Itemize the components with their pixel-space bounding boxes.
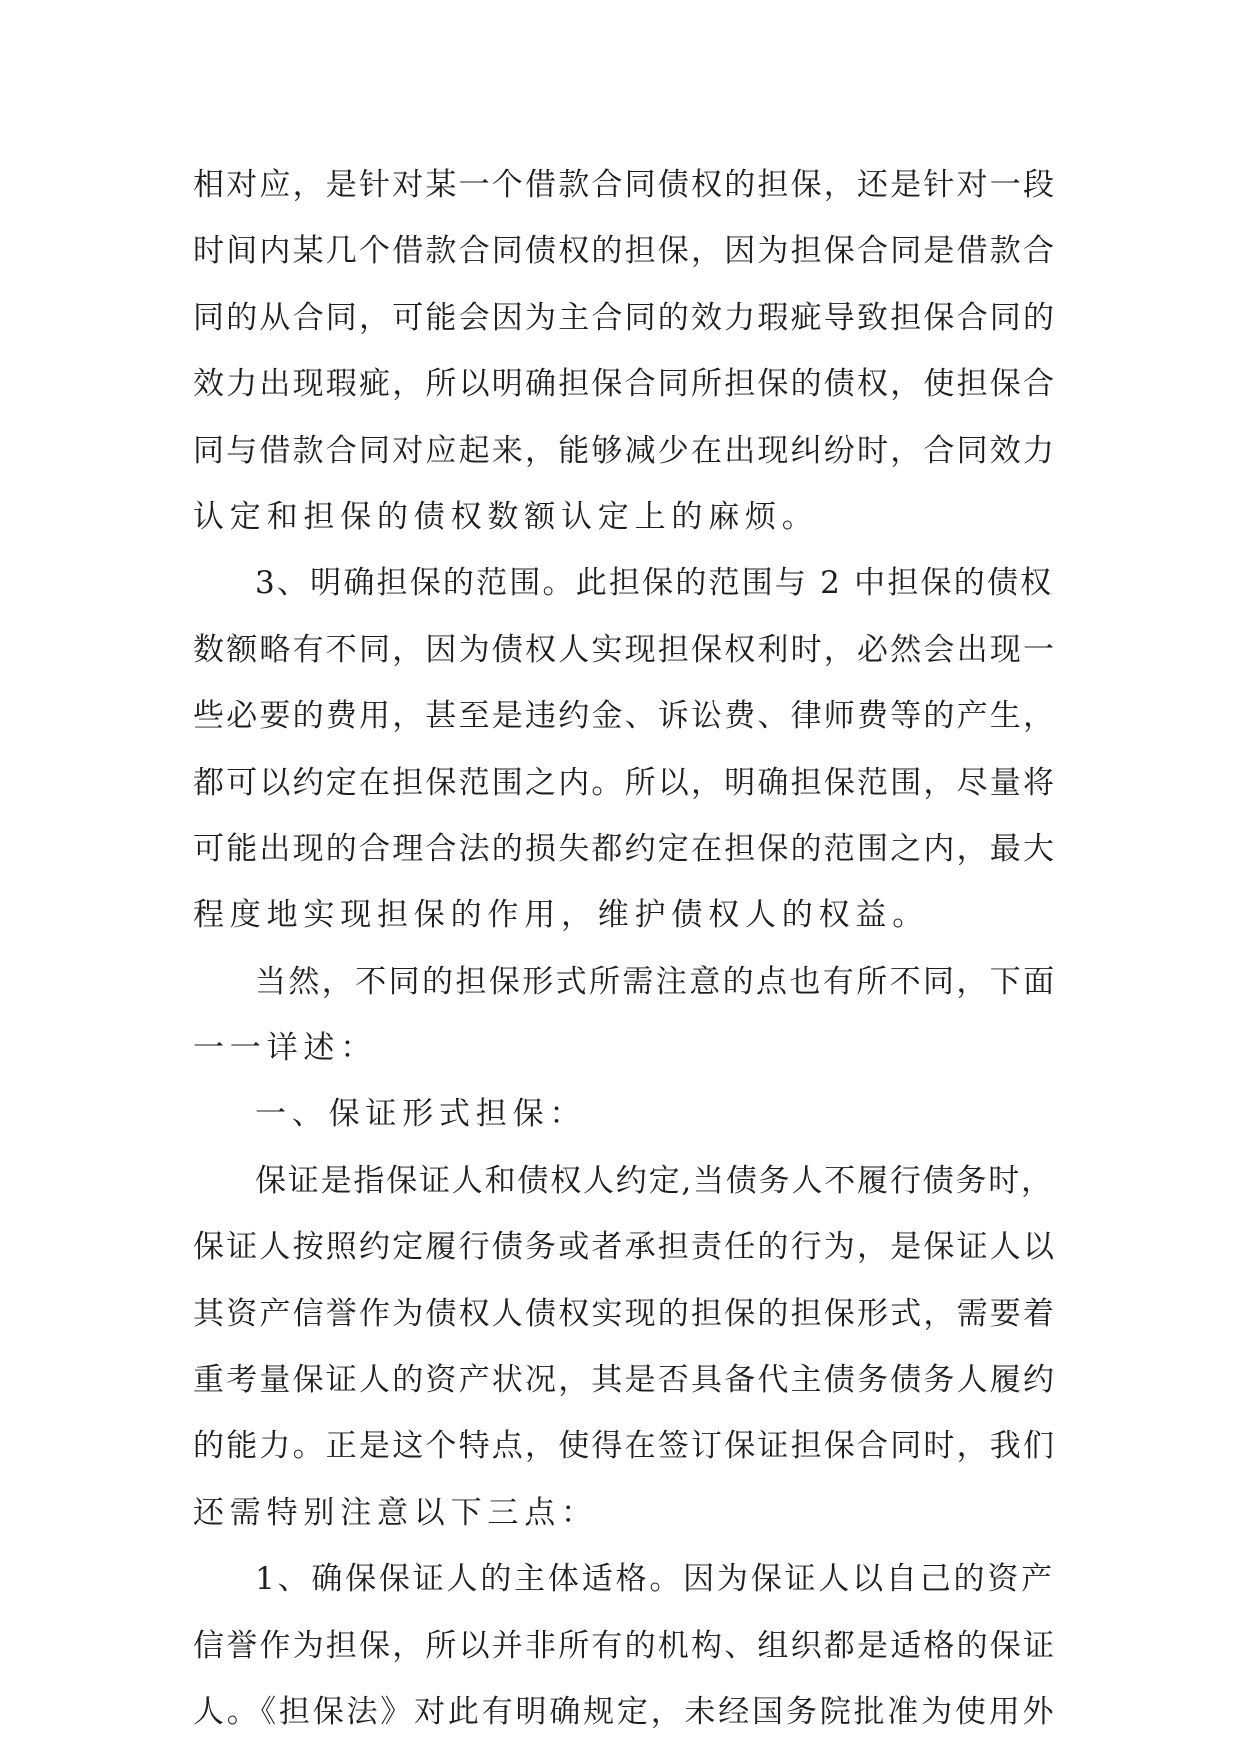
text-line: 当然，不同的担保形式所需注意的点也有所不同，下面 [255, 963, 1057, 1000]
text-line: 1、确保保证人的主体适格。因为保证人以自己的资产 [255, 1561, 1055, 1598]
text-line: 些必要的费用，甚至是违约金、诉讼费、律师费等的产生， [193, 698, 1057, 735]
text-line: 相对应，是针对某一个借款合同债权的担保，还是针对一段 [193, 167, 1057, 203]
text-line: 一、保证形式担保： [255, 1096, 587, 1133]
text-line: 3、明确担保的范围。此担保的范围与 2 中担保的债权 [255, 565, 1054, 602]
document-body [193, 167, 1058, 1760]
text-line: 其资产信誉作为债权人债权实现的担保的担保形式，需要着 [193, 1295, 1057, 1332]
text-line: 数额略有不同，因为债权人实现担保权利时，必然会出现一 [193, 631, 1057, 668]
text-line: 都可以约定在担保范围之内。所以，明确担保范围，尽量将 [193, 764, 1057, 801]
text-line: 认定和担保的债权数额认定上的麻烦。 [193, 498, 819, 535]
text-line: 时间内某几个借款合同债权的担保，因为担保合同是借款合 [193, 233, 1057, 270]
text-line: 保证人按照约定履行债务或者承担责任的行为，是保证人以 [193, 1229, 1057, 1266]
text-line: 人。《担保法》对此有明确规定，未经国务院批准为使用外 [193, 1693, 1057, 1730]
text-line: 重考量保证人的资产状况，其是否具备代主债务债务人履约 [193, 1362, 1057, 1399]
text-line: 效力出现瑕疵，所以明确担保合同所担保的债权，使担保合 [193, 366, 1057, 403]
text-line: 同与借款合同对应起来，能够减少在出现纠纷时，合同效力 [193, 432, 1057, 469]
text-line: 保证是指保证人和债权人约定,当债务人不履行债务时， [255, 1162, 1054, 1199]
text-line: 信誉作为担保，所以并非所有的机构、组织都是适格的保证 [193, 1627, 1057, 1664]
text-line: 程度地实现担保的作用，维护债权人的权益。 [193, 897, 929, 934]
text-line: 的能力。正是这个特点，使得在签订保证担保合同时，我们 [193, 1428, 1057, 1465]
text-line: 可能出现的合理合法的损失都约定在担保的范围之内，最大 [193, 830, 1057, 867]
text-line: 一一详述： [193, 1030, 377, 1067]
text-line: 同的从合同，可能会因为主合同的效力瑕疵导致担保合同的 [193, 299, 1057, 336]
text-line: 还需特别注意以下三点： [193, 1494, 598, 1531]
